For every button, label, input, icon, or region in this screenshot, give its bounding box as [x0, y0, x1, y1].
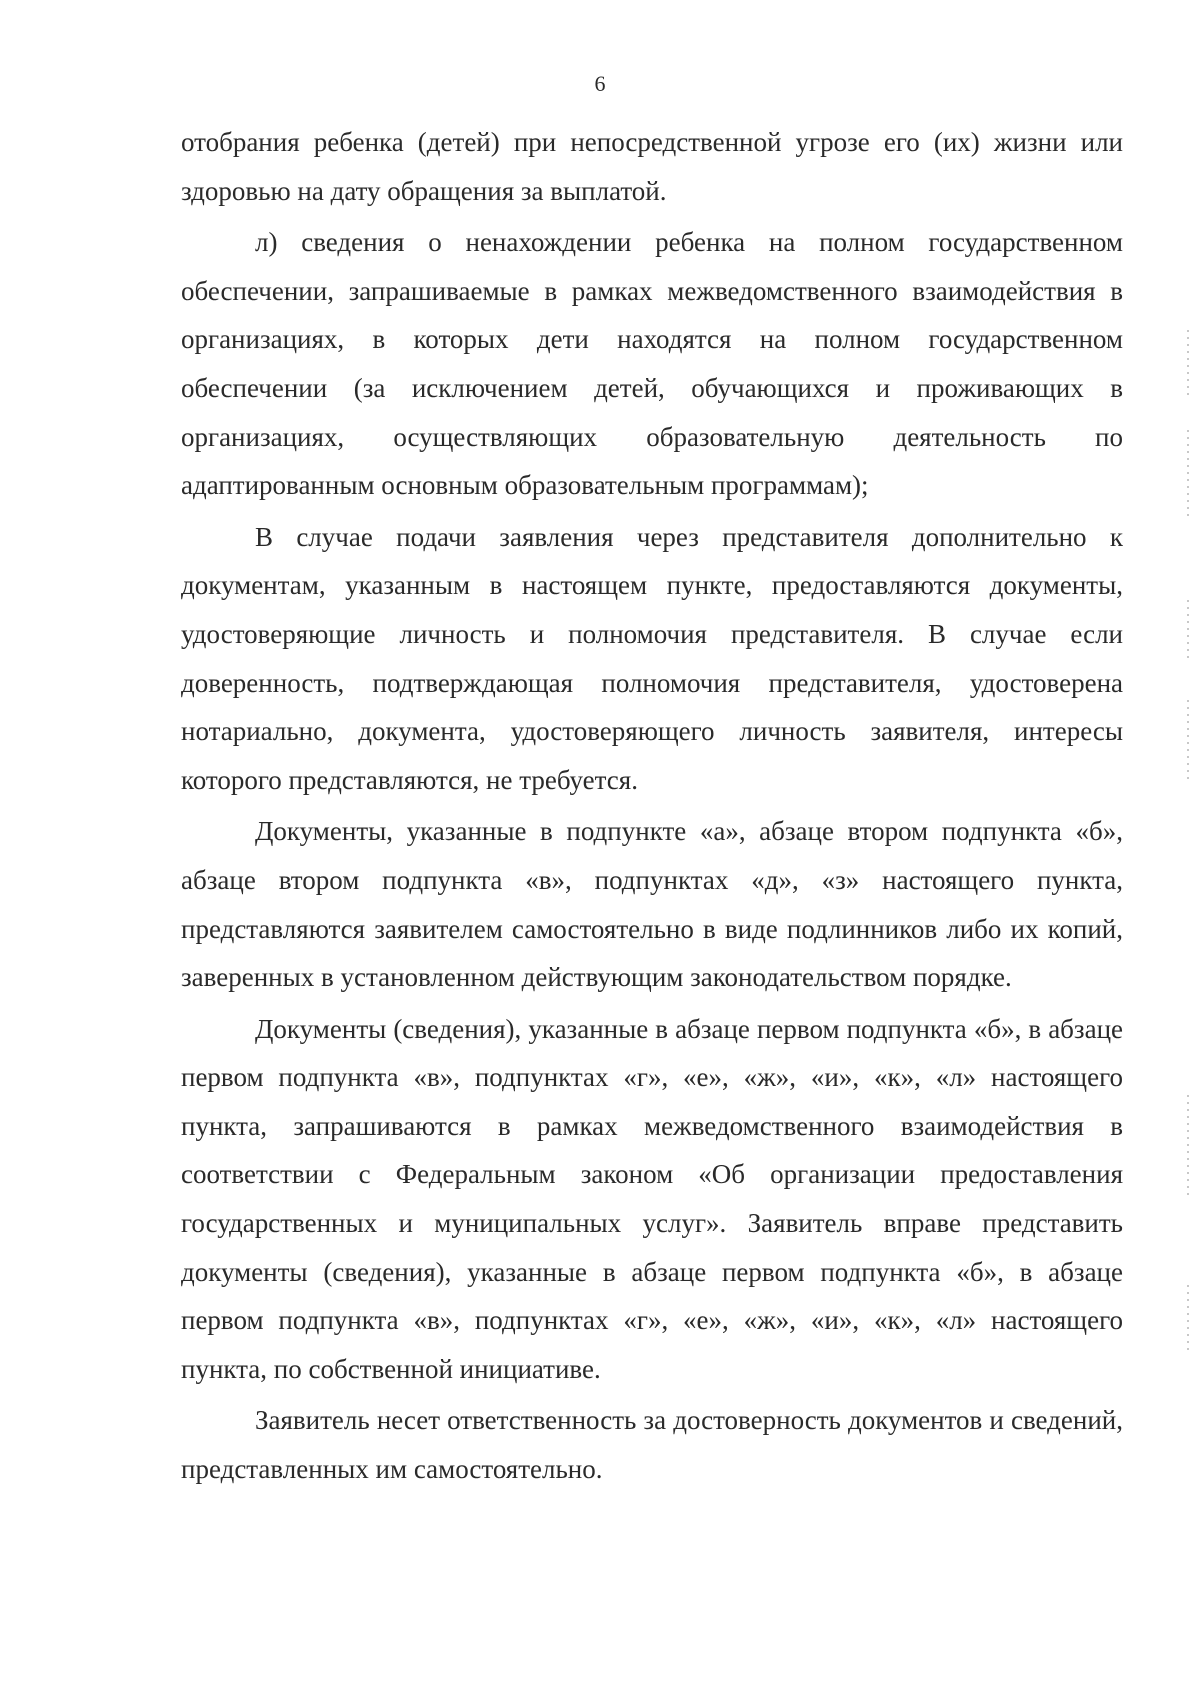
paragraph-representative: В случае подачи заявления через представителя дополнительно к документам, указанным в настоящем пункте, предоставляются документы, удостоверяющие личность и полномочия представителя. В случае если доверенность, подтверждающая полномочия представителя, удостоверена нотариально, документа, удостоверяющего личность заявителя, интересы которого представляются, не требуется.	[181, 521, 1123, 795]
scan-edge-mark	[1187, 1095, 1189, 1195]
scan-edge-mark	[1187, 600, 1189, 660]
paragraph-documents-interagency: Документы (сведения), указанные в абзаце первом подпункта «б», в абзаце первом подпункта «в», подпунктах «г», «е», «ж», «и», «к», «л» настоящего пункта, запрашиваются в рамках межведомственного взаимодействия в соответствии с Федеральным законом «Об организации предоставления государственных и муниципальных услуг». Заявитель вправе представить документы (сведения), указанные в абзаце первом подпункта «б», в абзаце первом подпункта «в», подпунктах «г», «е», «ж», «и», «к», «л» настоящего пункта, по собственной инициативе.	[181, 1013, 1123, 1384]
page-number: 6	[594, 71, 606, 96]
scan-edge-mark	[1187, 700, 1189, 780]
scan-edge-mark	[1187, 1285, 1189, 1355]
document-body	[181, 118, 1123, 1494]
paragraph-responsibility: Заявитель несет ответственность за достоверность документов и сведений, представленных им самостоятельно.	[181, 1405, 1123, 1485]
paragraph-continuation: отобрания ребенка (детей) при непосредственной угрозе его (их) жизни или здоровью на дату обращения за выплатой.	[181, 127, 1123, 206]
scan-edge-mark	[1187, 430, 1189, 520]
scan-edge-mark	[1187, 330, 1189, 400]
paragraph-subitem-l: л) сведения о ненахождении ребенка на полном государственном обеспечении, запрашиваемые в рамках межведомственного взаимодействия в организациях, в которых дети находятся на полном государственном обеспечении (за исключением детей, обучающихся и проживающих в организациях, осуществляющих образовательную деятельность по адаптированным основным образовательным программам);	[181, 227, 1123, 501]
paragraph-documents-applicant: Документы, указанные в подпункте «а», абзаце втором подпункта «б», абзаце втором подпункта «в», подпунктах «д», «з» настоящего пункта, представляются заявителем самостоятельно в виде подлинников либо их копий, заверенных в установленном действующим законодательством порядке.	[181, 816, 1123, 993]
